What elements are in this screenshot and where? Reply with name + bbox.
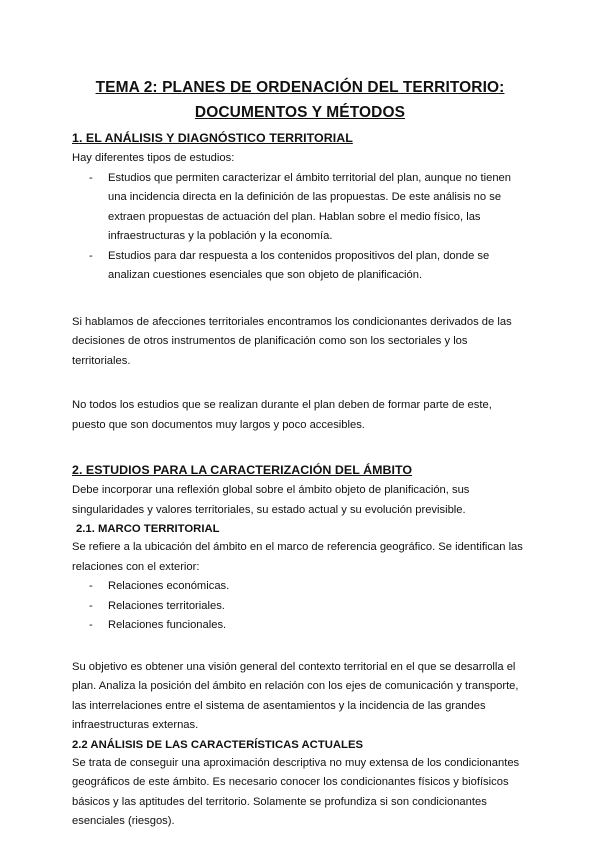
list-item: - Relaciones económicas. bbox=[89, 580, 230, 592]
subsection-2-2-heading: 2.2 ANÁLISIS DE LAS CARACTERÍSTICAS ACTUALES bbox=[72, 738, 364, 751]
subsection-2-1-text: Se refiere a la ubicación del ámbito en el marco de referencia geográfico. Se identifican las relaciones con el exterior: bbox=[72, 541, 523, 573]
section-1-paragraph-2: No todos los estudios que se realizan durante el plan deben de formar parte de este, puesto que son documentos muy largos y poco accesibles. bbox=[72, 399, 492, 431]
section-1-intro: Hay diferentes tipos de estudios: bbox=[72, 152, 235, 164]
document-title bbox=[72, 0, 528, 125]
list-item: - Estudios que permiten caracterizar el ámbito territorial del plan, aunque no tienen una incidencia directa en la definición de las propuestas. De este análisis no se extraen propuestas de actuación del plan. Hablan sobre el medio físico, las infraestructuras y la población y la economía. bbox=[89, 171, 511, 242]
section-2-heading: 2. ESTUDIOS PARA LA CARACTERIZACIÓN DEL ÁMBITO bbox=[72, 463, 413, 477]
title-line-2: DOCUMENTOS Y MÉTODOS bbox=[194, 104, 406, 121]
subsection-2-1-paragraph: Su objetivo es obtener una visión general del contexto territorial en el que se desarrolla el plan. Analiza la posición del ámbito en relación con los ejes de comunicación y transporte, las interrelaciones entre el sistema de asentamientos y la incidencia de las grandes infraestructuras externas. bbox=[72, 660, 519, 731]
subsection-2-2-text: Se trata de conseguir una aproximación descriptiva no muy extensa de los condicionantes geográficos de este ámbito. Es necesario conocer los condicionantes físicos y biofísicos básicos y las aptitudes del territorio. Solamente se profundiza si son condicionantes esenciales (riesgos). bbox=[72, 756, 520, 827]
title-line-1: TEMA 2: PLANES DE ORDENACIÓN DEL TERRITORIO: bbox=[95, 79, 505, 96]
section-2-intro: Debe incorporar una reflexión global sobre el ámbito objeto de planificación, sus singularidades y valores territoriales, su estado actual y su evolución previsible. bbox=[72, 484, 470, 516]
section-1-paragraph-1: Si hablamos de afecciones territoriales encontramos los condicionantes derivados de las decisiones de otros instrumentos de planificación como son los sectoriales y los territoriales. bbox=[72, 315, 512, 367]
list-item: - Estudios para dar respuesta a los contenidos propositivos del plan, donde se analizan cuestiones esenciales que son objeto de planificación. bbox=[89, 249, 490, 281]
section-1-bullet-list bbox=[72, 169, 528, 286]
section-1-heading: 1. EL ANÁLISIS Y DIAGNÓSTICO TERRITORIAL bbox=[72, 131, 353, 145]
list-item: - Relaciones funcionales. bbox=[89, 619, 227, 631]
subsection-2-1-bullet-list bbox=[72, 577, 528, 636]
subsection-2-1-heading: 2.1. MARCO TERRITORIAL bbox=[76, 523, 220, 535]
list-item: - Relaciones territoriales. bbox=[89, 599, 225, 612]
